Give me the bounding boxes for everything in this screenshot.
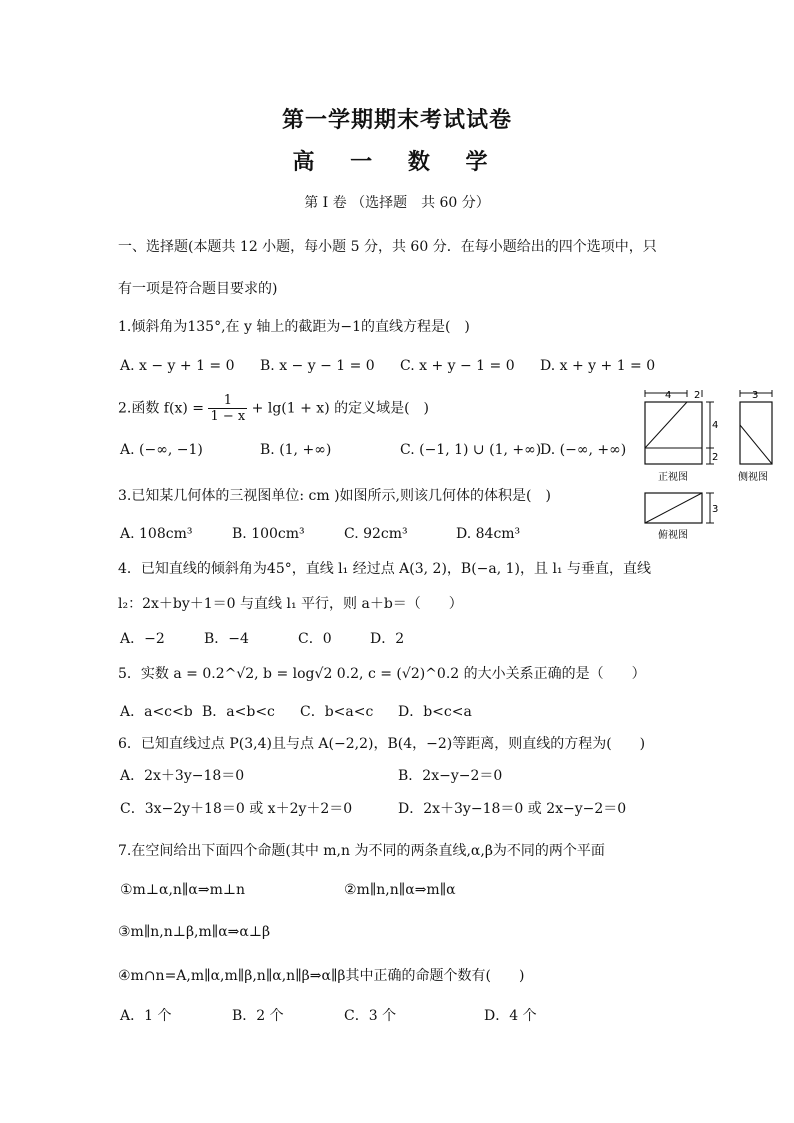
q7-proposition-2: ②m∥n,n∥α⇒m∥α xyxy=(344,882,456,898)
exam-title: 第一学期期末考试试卷 xyxy=(281,107,512,133)
dim-side-width: 2 xyxy=(694,390,701,401)
instructions-line-1: 一、选择题(本题共 12 小题，每小题 5 分，共 60 分．在每小题给出的四个选项中，只 xyxy=(118,239,657,255)
q7-proposition-1: ①m⊥α,n∥α⇒m⊥n xyxy=(120,882,246,898)
q4-stem: 4．已知直线的倾斜角为45°，直线 l₁ 经过点 A(3, 2)，B(−a, 1)，且 l₁ 与垂直，直线 xyxy=(118,561,651,577)
q3-option-c: C. 92cm³ xyxy=(344,526,408,542)
q2-fraction-denominator: 1 − x xyxy=(210,409,246,424)
q7-proposition-4: ④m∩n=A,m∥α,m∥β,n∥α,n∥β⇒α∥β其中正确的命题个数有( ) xyxy=(118,968,525,984)
q4-option-a: A．−2 xyxy=(120,631,165,647)
q6-option-a: A．2x＋3y−18＝0 xyxy=(120,768,245,784)
q1-stem: 1.倾斜角为135°,在 y 轴上的截距为−1的直线方程是( ) xyxy=(118,319,470,335)
front-view xyxy=(645,390,718,483)
q2-option-c: C. (−1, 1) ∪ (1, +∞) xyxy=(400,442,542,458)
exam-subtitle: 高 一 数 学 xyxy=(292,149,502,175)
q5-option-b: B．a<b<c xyxy=(202,704,275,720)
q1-option-b: B. x − y − 1 = 0 xyxy=(260,358,375,374)
q2-fraction xyxy=(208,393,247,424)
dim-top-depth: 3 xyxy=(712,504,719,515)
dim-front-width: 4 xyxy=(665,390,672,401)
q2-option-d: D. (−∞, +∞) xyxy=(540,442,627,458)
q6-option-d: D．2x＋3y−18＝0 或 2x−y−2＝0 xyxy=(398,801,627,817)
q1-option-d: D. x + y + 1 = 0 xyxy=(540,358,656,374)
q7-option-a: A．1 个 xyxy=(120,1008,172,1024)
dim-right-width: 3 xyxy=(752,390,759,401)
dim-height-top: 4 xyxy=(712,420,719,431)
q5-option-d: D．b<c<a xyxy=(398,704,472,720)
q2-stem-suffix: + lg(1 + x) 的定义域是( ) xyxy=(251,400,430,417)
label-side-view: 侧视图 xyxy=(738,472,768,483)
q6-option-b: B．2x−y−2＝0 xyxy=(398,768,503,784)
label-front-view: 正视图 xyxy=(658,472,688,483)
q6-option-c: C．3x−2y＋18＝0 或 x＋2y＋2＝0 xyxy=(120,801,353,817)
q2-stem-prefix: 2.函数 f(x) = xyxy=(118,400,209,417)
q3-option-a: A. 108cm³ xyxy=(120,526,193,542)
q2-option-b: B. (1, +∞) xyxy=(260,442,332,458)
label-top-view: 俯视图 xyxy=(658,530,688,540)
q7-option-c: C．3 个 xyxy=(344,1008,397,1024)
q5-option-a: A．a<c<b xyxy=(120,704,193,720)
side-view xyxy=(738,390,772,483)
q4-stem-2: l₂：2x＋by＋1＝0 与直线 l₁ 平行，则 a＋b＝（ ） xyxy=(118,596,463,612)
q5-option-c: C．b<a<c xyxy=(300,704,374,720)
q2-fraction-numerator: 1 xyxy=(208,393,247,409)
q3-option-d: D. 84cm³ xyxy=(456,526,521,542)
q7-stem: 7.在空间给出下面四个命题(其中 m,n 为不同的两条直线,α,β为不同的两个平面 xyxy=(118,843,605,859)
dim-height-bottom: 2 xyxy=(712,452,719,463)
q2-stem xyxy=(118,393,429,424)
q7-option-b: B．2 个 xyxy=(232,1008,284,1024)
instructions-line-2: 有一项是符合题目要求的) xyxy=(118,281,278,297)
q3-stem: 3.已知某几何体的三视图单位: cm )如图所示,则该几何体的体积是( ) xyxy=(118,488,551,504)
q1-option-c: C. x + y − 1 = 0 xyxy=(400,358,515,374)
q7-proposition-3: ③m∥n,n⊥β,m∥α⇒α⊥β xyxy=(118,924,271,940)
q4-option-d: D．2 xyxy=(370,631,405,647)
three-view-figure xyxy=(640,390,790,540)
q6-stem: 6．已知直线过点 P(3,4)且与点 A(−2,2)，B(4，−2)等距离，则直线的方程为( ) xyxy=(118,736,646,752)
q4-option-c: C．0 xyxy=(298,631,332,647)
section-heading: 第 I 卷 （选择题 共 60 分） xyxy=(304,195,490,211)
q1-option-a: A. x − y + 1 = 0 xyxy=(120,358,235,374)
q5-stem: 5．实数 a = 0.2^√2, b = log√2 0.2, c = (√2)^0.2 的大小关系正确的是（ ） xyxy=(118,666,646,682)
q4-option-b: B．−4 xyxy=(204,631,249,647)
top-view xyxy=(645,493,718,540)
q7-option-d: D．4 个 xyxy=(484,1008,537,1024)
q3-option-b: B. 100cm³ xyxy=(232,526,305,542)
q2-option-a: A. (−∞, −1) xyxy=(120,442,203,458)
